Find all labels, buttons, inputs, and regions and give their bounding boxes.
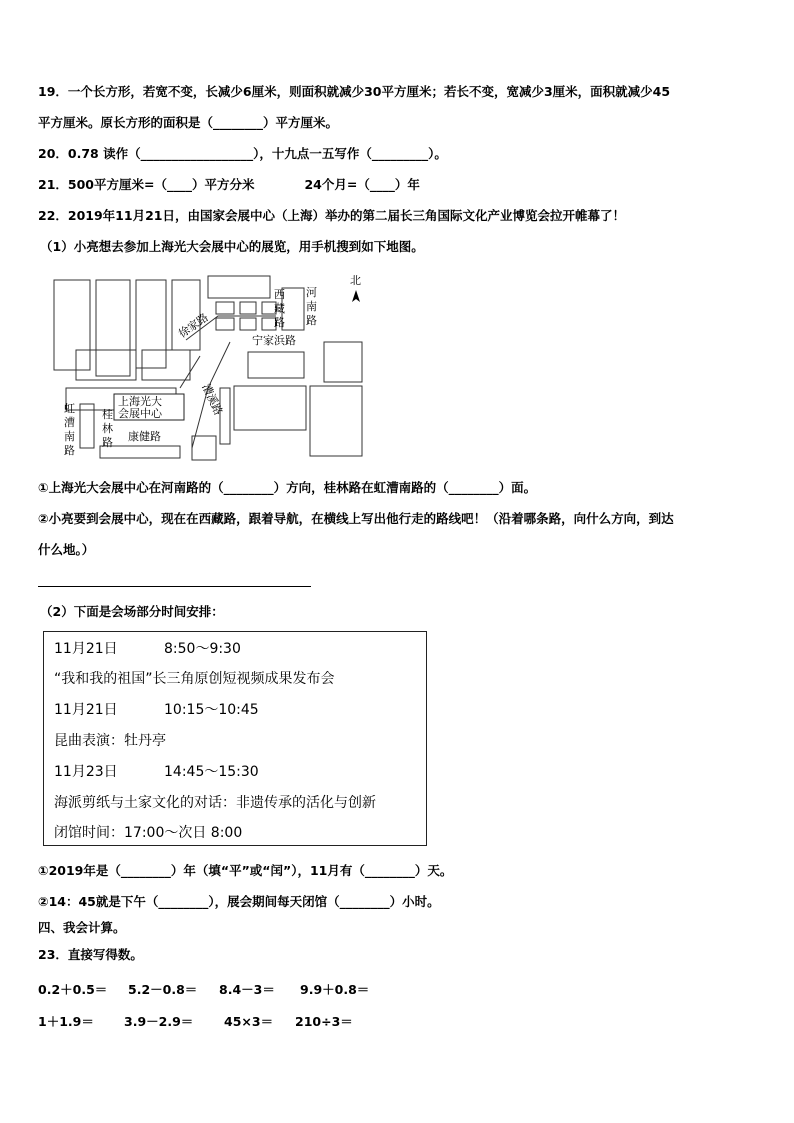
map-label-xicang-2: 藏 bbox=[274, 302, 285, 315]
schedule-event-3: 海派剪纸与土家文化的对话：非遗传承的活化与创新 bbox=[54, 795, 376, 811]
section-4-heading: 四、我会计算。 bbox=[38, 920, 126, 935]
calc-item: 1＋1.9＝ bbox=[38, 1014, 94, 1029]
calc-item: 5.2－0.8＝ bbox=[128, 982, 198, 997]
schedule-event-2: 昆曲表演：牡丹亭 bbox=[54, 733, 166, 749]
map-center-line1: 上海光大 bbox=[118, 395, 162, 408]
calc-item: 45×3＝ bbox=[224, 1014, 274, 1029]
schedule-row-2 bbox=[54, 701, 259, 719]
map-label-kangjian: 康健路 bbox=[128, 430, 161, 443]
q22-1-q2-line2: 什么地。） bbox=[38, 542, 95, 557]
map-label-guilin-1: 桂 bbox=[102, 408, 113, 421]
q22-2-q2: ②14：45就是下午（________），展会期间每天闭馆（________）小时。 bbox=[38, 894, 440, 909]
map-label-henan-2: 南 bbox=[306, 300, 317, 313]
answer-line[interactable] bbox=[38, 586, 311, 587]
schedule-time: 10:15～10:45 bbox=[164, 702, 259, 718]
calc-item: 0.2＋0.5＝ bbox=[38, 982, 108, 997]
q19-line1: 19．一个长方形，若宽不变，长减少6厘米，则面积就减少30平方厘米；若长不变，宽减少3厘米，面积就减少45 bbox=[38, 84, 671, 99]
map-label-guilin-2: 林 bbox=[102, 422, 113, 435]
calc-item: 3.9－2.9＝ bbox=[124, 1014, 194, 1029]
map-label-henan-3: 路 bbox=[306, 314, 317, 327]
map-label-hongcao-4: 路 bbox=[64, 444, 75, 457]
calc-item: 210÷3＝ bbox=[295, 1014, 353, 1029]
street-map bbox=[40, 268, 380, 466]
map-label-xicang-1: 西 bbox=[274, 288, 285, 301]
map-label-caoxi: 漕溪路 bbox=[199, 381, 226, 418]
q20: 20．0.78 读作（__________________），十九点一五写作（_________）。 bbox=[38, 146, 447, 161]
calc-item: 9.9＋0.8＝ bbox=[300, 982, 370, 997]
schedule-time: 14:45～15:30 bbox=[164, 764, 259, 780]
schedule-row-3 bbox=[54, 763, 259, 781]
map-label-henan-1: 河 bbox=[306, 286, 317, 299]
north-arrow-icon bbox=[352, 290, 360, 302]
schedule-date: 11月23日 bbox=[54, 764, 118, 780]
q22-1-q2-line1: ②小亮要到会展中心，现在在西藏路，跟着导航，在横线上写出他行走的路线吧！（沿着哪条路，向什么方向，到达 bbox=[38, 511, 674, 526]
north-label: 北 bbox=[350, 274, 361, 287]
map-label-guilin-3: 路 bbox=[102, 436, 113, 449]
map-label-hongcao-3: 南 bbox=[64, 430, 75, 443]
q22-intro: 22．2019年11月21日，由国家会展中心（上海）举办的第二届长三角国际文化产业博览会拉开帷幕了！ bbox=[38, 208, 625, 223]
schedule-event-1: “我和我的祖国”长三角原创短视频成果发布会 bbox=[54, 671, 335, 687]
schedule-date: 11月21日 bbox=[54, 702, 118, 718]
q19-line2: 平方厘米。原长方形的面积是（________）平方厘米。 bbox=[38, 115, 339, 130]
q22-part2: （2）下面是会场部分时间安排： bbox=[40, 604, 224, 619]
map-label-hongcao-1: 虹 bbox=[64, 402, 75, 415]
schedule-closing: 闭馆时间：17:00～次日 8:00 bbox=[54, 825, 243, 841]
schedule-box bbox=[43, 631, 427, 846]
map-label-ningjiabang: 宁家浜路 bbox=[252, 334, 296, 347]
q22-2-q1: ①2019年是（________）年（填“平”或“闰”），11月有（________）天。 bbox=[38, 863, 453, 878]
q21: 21．500平方厘米=（____）平方分米 24个月=（____）年 bbox=[38, 177, 420, 192]
q22-1-q1: ①上海光大会展中心在河南路的（________）方向，桂林路在虹漕南路的（________）面。 bbox=[38, 480, 537, 495]
schedule-date: 11月21日 bbox=[54, 641, 118, 657]
schedule-time: 8:50～9:30 bbox=[164, 641, 241, 657]
map-label-xicang-3: 路 bbox=[274, 316, 285, 329]
q22-part1: （1）小亮想去参加上海光大会展中心的展览，用手机搜到如下地图。 bbox=[40, 239, 424, 254]
map-center-line2: 会展中心 bbox=[118, 407, 162, 420]
q23-title: 23．直接写得数。 bbox=[38, 947, 143, 962]
calc-item: 8.4－3＝ bbox=[219, 982, 275, 997]
map-label-hongcao-2: 漕 bbox=[64, 416, 75, 429]
schedule-row-1 bbox=[54, 640, 241, 658]
map-label-xujia: 徐家路 bbox=[176, 310, 211, 341]
